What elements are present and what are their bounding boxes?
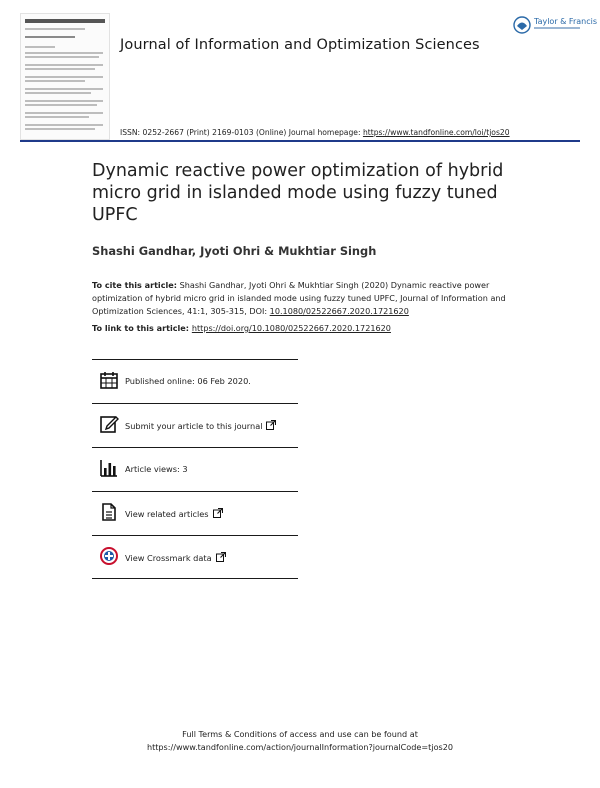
article-info-list [92, 359, 298, 579]
bar-chart-icon [99, 458, 119, 478]
external-link-icon [266, 420, 276, 430]
thumbnail-title-bar [25, 19, 105, 23]
related-articles-link[interactable]: View related articles [125, 508, 223, 519]
article-doi-url[interactable]: https://doi.org/10.1080/02522667.2020.1721620 [191, 323, 391, 333]
citation-label: To cite this article: [92, 280, 178, 290]
info-row-related[interactable] [92, 491, 298, 535]
publisher-logo-subline [534, 27, 580, 29]
info-row-crossmark[interactable] [92, 535, 298, 579]
crossmark-icon [99, 546, 119, 566]
article-link-line [92, 323, 391, 333]
journal-title: Journal of Information and Optimization Sciences [120, 37, 480, 53]
terms-footer [0, 728, 600, 753]
publisher-logo-icon [512, 15, 532, 35]
citation-text: Shashi Gandhar, Jyoti Ohri & Mukhtiar Singh (2020) Dynamic reactive power optimization of hybrid micro grid in islanded mode using fuzzy tuned UPFC, Journal of Information and Optimization Sciences, 41:1, 305-315, DOI: [92, 280, 506, 316]
calendar-icon [99, 370, 119, 390]
journal-cover-thumbnail [20, 13, 110, 140]
crossmark-link[interactable]: View Crossmark data [125, 552, 226, 563]
header-divider [20, 140, 580, 142]
external-link-icon [216, 552, 226, 562]
citation-block [92, 279, 512, 317]
submit-article-link[interactable]: Submit your article to this journal [125, 420, 276, 431]
external-link-icon [213, 508, 223, 518]
document-icon [99, 502, 119, 522]
footer-terms-url[interactable]: https://www.tandfonline.com/action/journalInformation?journalCode=tjos20 [146, 741, 454, 752]
info-row-published [92, 359, 298, 403]
edit-icon [99, 414, 119, 434]
doi-link[interactable]: 10.1080/02522667.2020.1721620 [269, 305, 409, 316]
link-label: To link to this article: [92, 323, 192, 333]
info-row-views [92, 447, 298, 491]
article-authors: Shashi Gandhar, Jyoti Ohri & Mukhtiar Singh [92, 244, 377, 258]
published-date: Published online: 06 Feb 2020. [125, 376, 251, 386]
article-views: Article views: 3 [125, 464, 188, 474]
footer-terms-text: Full Terms & Conditions of access and use can be found at [182, 729, 418, 739]
publisher-logo [512, 15, 597, 41]
article-title: Dynamic reactive power optimization of hybrid micro grid in islanded mode using fuzzy tuned UPFC [92, 161, 504, 225]
publisher-logo-text: Taylor & Francis [534, 17, 597, 26]
journal-homepage-link[interactable]: https://www.tandfonline.com/loi/tjos20 [362, 128, 510, 137]
issn-text: ISSN: 0252-2667 (Print) 2169-0103 (Online) Journal homepage: [120, 128, 363, 137]
info-row-submit[interactable] [92, 403, 298, 447]
issn-line [120, 128, 510, 137]
